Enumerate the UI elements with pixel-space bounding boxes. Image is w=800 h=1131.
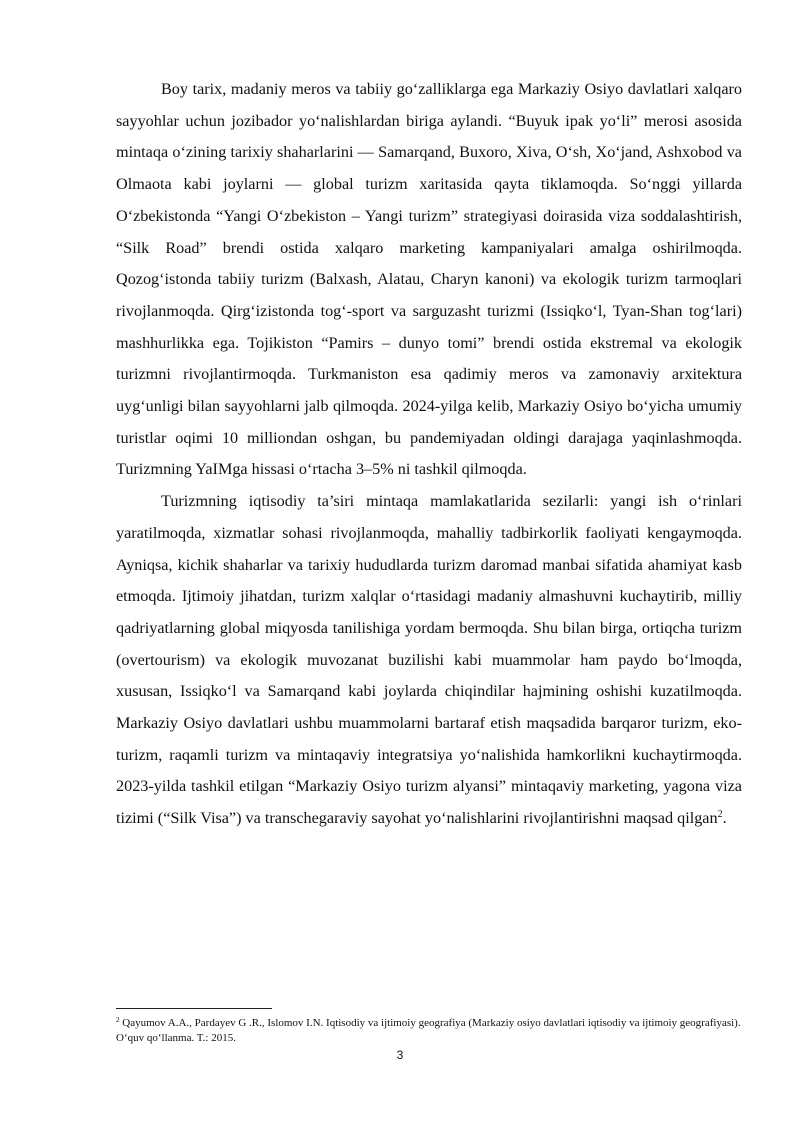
footnote-marker: 2 — [116, 1016, 120, 1024]
footnote-text: Qayumov A.A., Pardayev G .R., Islomov I.N. Iqtisodiy va ijtimoiy geografiya (Markaziy osiyo davlatlari iqtisodiy va ijtimoiy geografiyasi). O‘quv qo‘llanma. T.: 2015. — [116, 1017, 741, 1044]
footnote — [116, 1016, 742, 1045]
body-text — [116, 74, 742, 835]
page-number: 3 — [396, 1048, 404, 1062]
paragraph-tourism-overview: Boy tarix, madaniy meros va tabiiy go‘zalliklarga ega Markaziy Osiyo davlatlari xalqaro sayyohlar uchun jozibador yo‘nalishlardan biriga aylandi. “Buyuk ipak yo‘li” merosi asosida mintaqa o‘zining tarixiy shaharlarini — Samarqand, Buxoro, Xiva, O‘sh, Xo‘jand, Ashxobod va Olmaota kabi joylarni — global turizm xaritasida qayta tiklamoqda. So‘nggi yillarda O‘zbekistonda “Yangi O‘zbekiston – Yangi turizm” strategiyasi doirasida viza soddalashtirish, “Silk Road” brendi ostida xalqaro marketing kampaniyalari amalga oshirilmoqda. Qozog‘istonda tabiiy turizm (Balxash, Alatau, Charyn kanoni) va ekologik turizm tarmoqlari rivojlanmoqda. Qirg‘izistonda tog‘-sport va sarguzasht turizmi (Issiqko‘l, Tyan-Shan tog‘lari) mashhurlikka ega. Tojikiston “Pamirs – dunyo tomi” brendi ostida ekstremal va ekologik turizmni rivojlantirmoqda. Turkmaniston esa qadimiy meros va zamonaviy arxitektura uyg‘unligi bilan sayyohlarni jalb qilmoqda. 2024-yilga kelib, Markaziy Osiyo bo‘yicha umumiy turistlar oqimi 10 milliondan oshgan, bu pandemiyadan oldingi darajaga yaqinlashmoqda. Turizmning YaIMga hissasi o‘rtacha 3–5% ni tashkil qilmoqda. — [116, 80, 742, 479]
footnote-reference[interactable]: 2 — [717, 809, 723, 821]
paragraph-tourism-impact-text: Turizmning iqtisodiy ta’siri mintaqa mamlakatlarida sezilarli: yangi ish o‘rinlari yaratilmoqda, xizmatlar sohasi rivojlanmoqda, mahalliy tadbirkorlik faoliyati kengaymoqda. Ayniqsa, kichik shaharlar va tarixiy hududlarda turizm daromad manbai sifatida ahamiyat kasb etmoqda. Ijtimoiy jihatdan, turizm xalqlar o‘rtasidagi madaniy almashuvni kuchaytirib, milliy qadriyatlarning global miqyosda tanilishiga yordam bermoqda. Shu bilan birga, ortiqcha turizm (overtourism) va ekologik muvozanat buzilishi kabi muammolar ham paydo bo‘lmoqda, xususan, Issiqko‘l va Samarqand kabi joylarda chiqindilar hajmining oshishi kuzatilmoqda. Markaziy Osiyo davlatlari ushbu muammolarni bartaraf etish maqsadida barqaror turizm, eko-turizm, raqamli turizm va mintaqaviy integratsiya yo‘nalishida hamkorlikni kuchaytirmoqda. 2023-yilda tashkil etilgan “Markaziy Osiyo turizm alyansi” mintaqaviy marketing, yagona viza tizimi (“Silk Visa”) va transchegaraviy sayohat yo‘nalishlarini rivojlantirishni maqsad qilgan — [116, 492, 742, 828]
footnote-divider — [116, 1008, 272, 1009]
paragraph-tourism-impact: Turizmning iqtisodiy ta’siri mintaqa mamlakatlarida sezilarli: yangi ish o‘rinlari yaratilmoqda, xizmatlar sohasi rivojlanmoqda, mahalliy tadbirkorlik faoliyati kengaymoqda. Ayniqsa, kichik shaharlar va tarixiy hududlarda turizm daromad manbai sifatida ahamiyat kasb etmoqda. Ijtimoiy jihatdan, turizm xalqlar o‘rtasidagi madaniy almashuvni kuchaytirib, milliy qadriyatlarning global miqyosda tanilishiga yordam bermoqda. Shu bilan birga, ortiqcha turizm (overtourism) va ekologik muvozanat buzilishi kabi muammolar ham paydo bo‘lmoqda, xususan, Issiqko‘l va Samarqand kabi joylarda chiqindilar hajmining oshishi kuzatilmoqda. Markaziy Osiyo davlatlari ushbu muammolarni bartaraf etish maqsadida barqaror turizm, eko-turizm, raqamli turizm va mintaqaviy integratsiya yo‘nalishida hamkorlikni kuchaytirmoqda. 2023-yilda tashkil etilgan “Markaziy Osiyo turizm alyansi” mintaqaviy marketing, yagona viza tizimi (“Silk Visa”) va transchegaraviy sayohat yo‘nalishlarini rivojlantirishni maqsad qilgan$^2$. — [116, 492, 742, 828]
